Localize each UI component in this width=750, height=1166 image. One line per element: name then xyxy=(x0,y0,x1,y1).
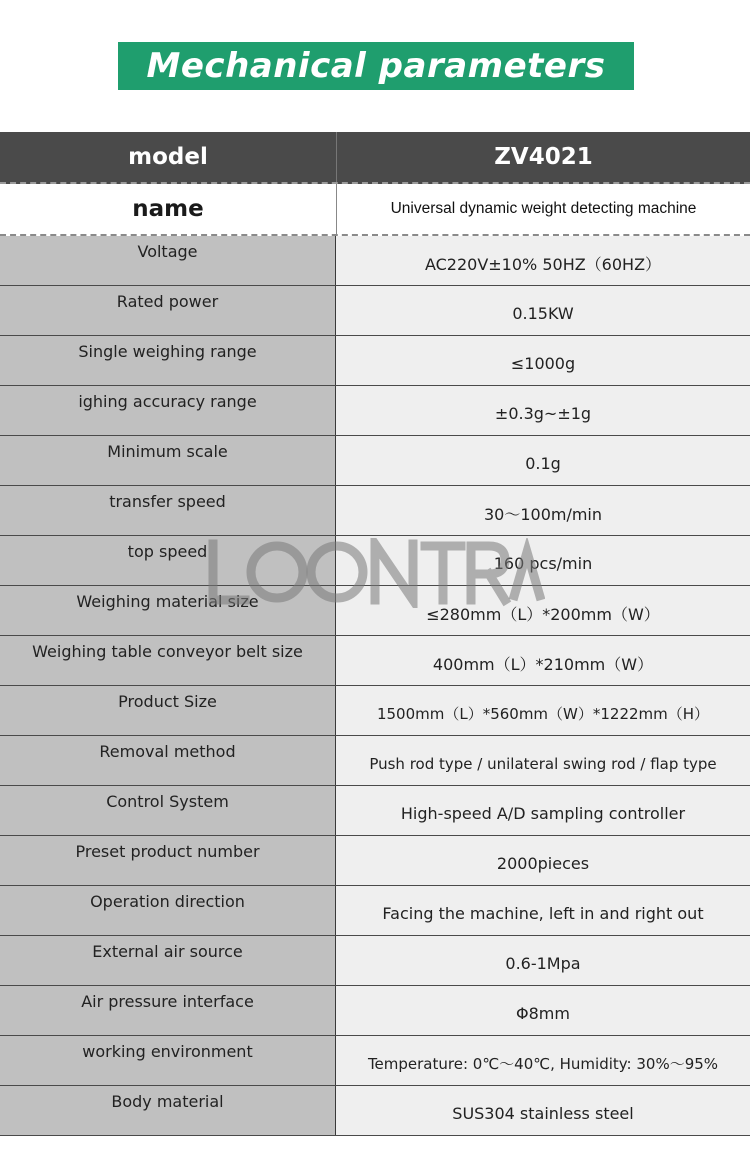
name-label: name xyxy=(0,184,337,234)
page-title-banner xyxy=(118,42,634,90)
table-row xyxy=(0,886,750,936)
row-label: Removal method xyxy=(0,736,336,785)
row-value: 400mm（L）*210mm（W） xyxy=(336,636,750,685)
row-label: Rated power xyxy=(0,286,336,335)
row-label: Weighing material size xyxy=(0,586,336,635)
table-row xyxy=(0,286,750,336)
name-value: Universal dynamic weight detecting machine xyxy=(390,200,697,217)
table-row xyxy=(0,736,750,786)
row-value: ≤1000g xyxy=(336,336,750,385)
table-header-row xyxy=(0,132,750,184)
page-title: Mechanical parameters xyxy=(146,46,606,86)
header-model-value: ZV4021 xyxy=(494,144,593,170)
row-value: SUS304 stainless steel xyxy=(336,1086,750,1135)
row-value: 1500mm（L）*560mm（W）*1222mm（H） xyxy=(336,686,750,735)
table-row xyxy=(0,1086,750,1136)
row-label: Weighing table conveyor belt size xyxy=(0,636,336,685)
row-label: Control System xyxy=(0,786,336,835)
table-row xyxy=(0,586,750,636)
row-value: 0.6-1Mpa xyxy=(336,936,750,985)
row-label: Air pressure interface xyxy=(0,986,336,1035)
row-label: Minimum scale xyxy=(0,436,336,485)
row-label: Product Size xyxy=(0,686,336,735)
row-value: Facing the machine, left in and right out xyxy=(336,886,750,935)
row-value: High-speed A/D sampling controller xyxy=(336,786,750,835)
row-value: Push rod type / unilateral swing rod / flap type xyxy=(336,736,750,785)
row-value: ≤280mm（L）*200mm（W） xyxy=(336,586,750,635)
table-row xyxy=(0,836,750,886)
table-row xyxy=(0,236,750,286)
header-model-label: model xyxy=(0,132,337,182)
table-row xyxy=(0,936,750,986)
row-label: Voltage xyxy=(0,236,336,285)
row-value: 2000pieces xyxy=(336,836,750,885)
name-row xyxy=(0,184,750,236)
table-row xyxy=(0,686,750,736)
table-row xyxy=(0,336,750,386)
table-row xyxy=(0,536,750,586)
row-label: Operation direction xyxy=(0,886,336,935)
row-value: AC220V±10% 50HZ（60HZ） xyxy=(336,236,750,285)
row-label: working environment xyxy=(0,1036,336,1085)
row-label: top speed xyxy=(0,536,336,585)
row-value: Φ8mm xyxy=(336,986,750,1035)
row-label: Single weighing range xyxy=(0,336,336,385)
table-row xyxy=(0,986,750,1036)
table-row xyxy=(0,786,750,836)
table-row xyxy=(0,386,750,436)
row-value: 0.15KW xyxy=(336,286,750,335)
table-row xyxy=(0,636,750,686)
row-value: 160 pcs/min xyxy=(336,536,750,585)
row-label: External air source xyxy=(0,936,336,985)
row-value: 0.1g xyxy=(336,436,750,485)
row-value: 30～100m/min xyxy=(336,486,750,535)
row-label: transfer speed xyxy=(0,486,336,535)
spec-table xyxy=(0,132,750,1136)
row-value: ±0.3g~±1g xyxy=(336,386,750,435)
table-row xyxy=(0,486,750,536)
table-row xyxy=(0,1036,750,1086)
row-label: Preset product number xyxy=(0,836,336,885)
row-label: ighing accuracy range xyxy=(0,386,336,435)
row-value: Temperature: 0℃～40℃, Humidity: 30%～95% xyxy=(336,1036,750,1085)
table-row xyxy=(0,436,750,486)
row-label: Body material xyxy=(0,1086,336,1135)
